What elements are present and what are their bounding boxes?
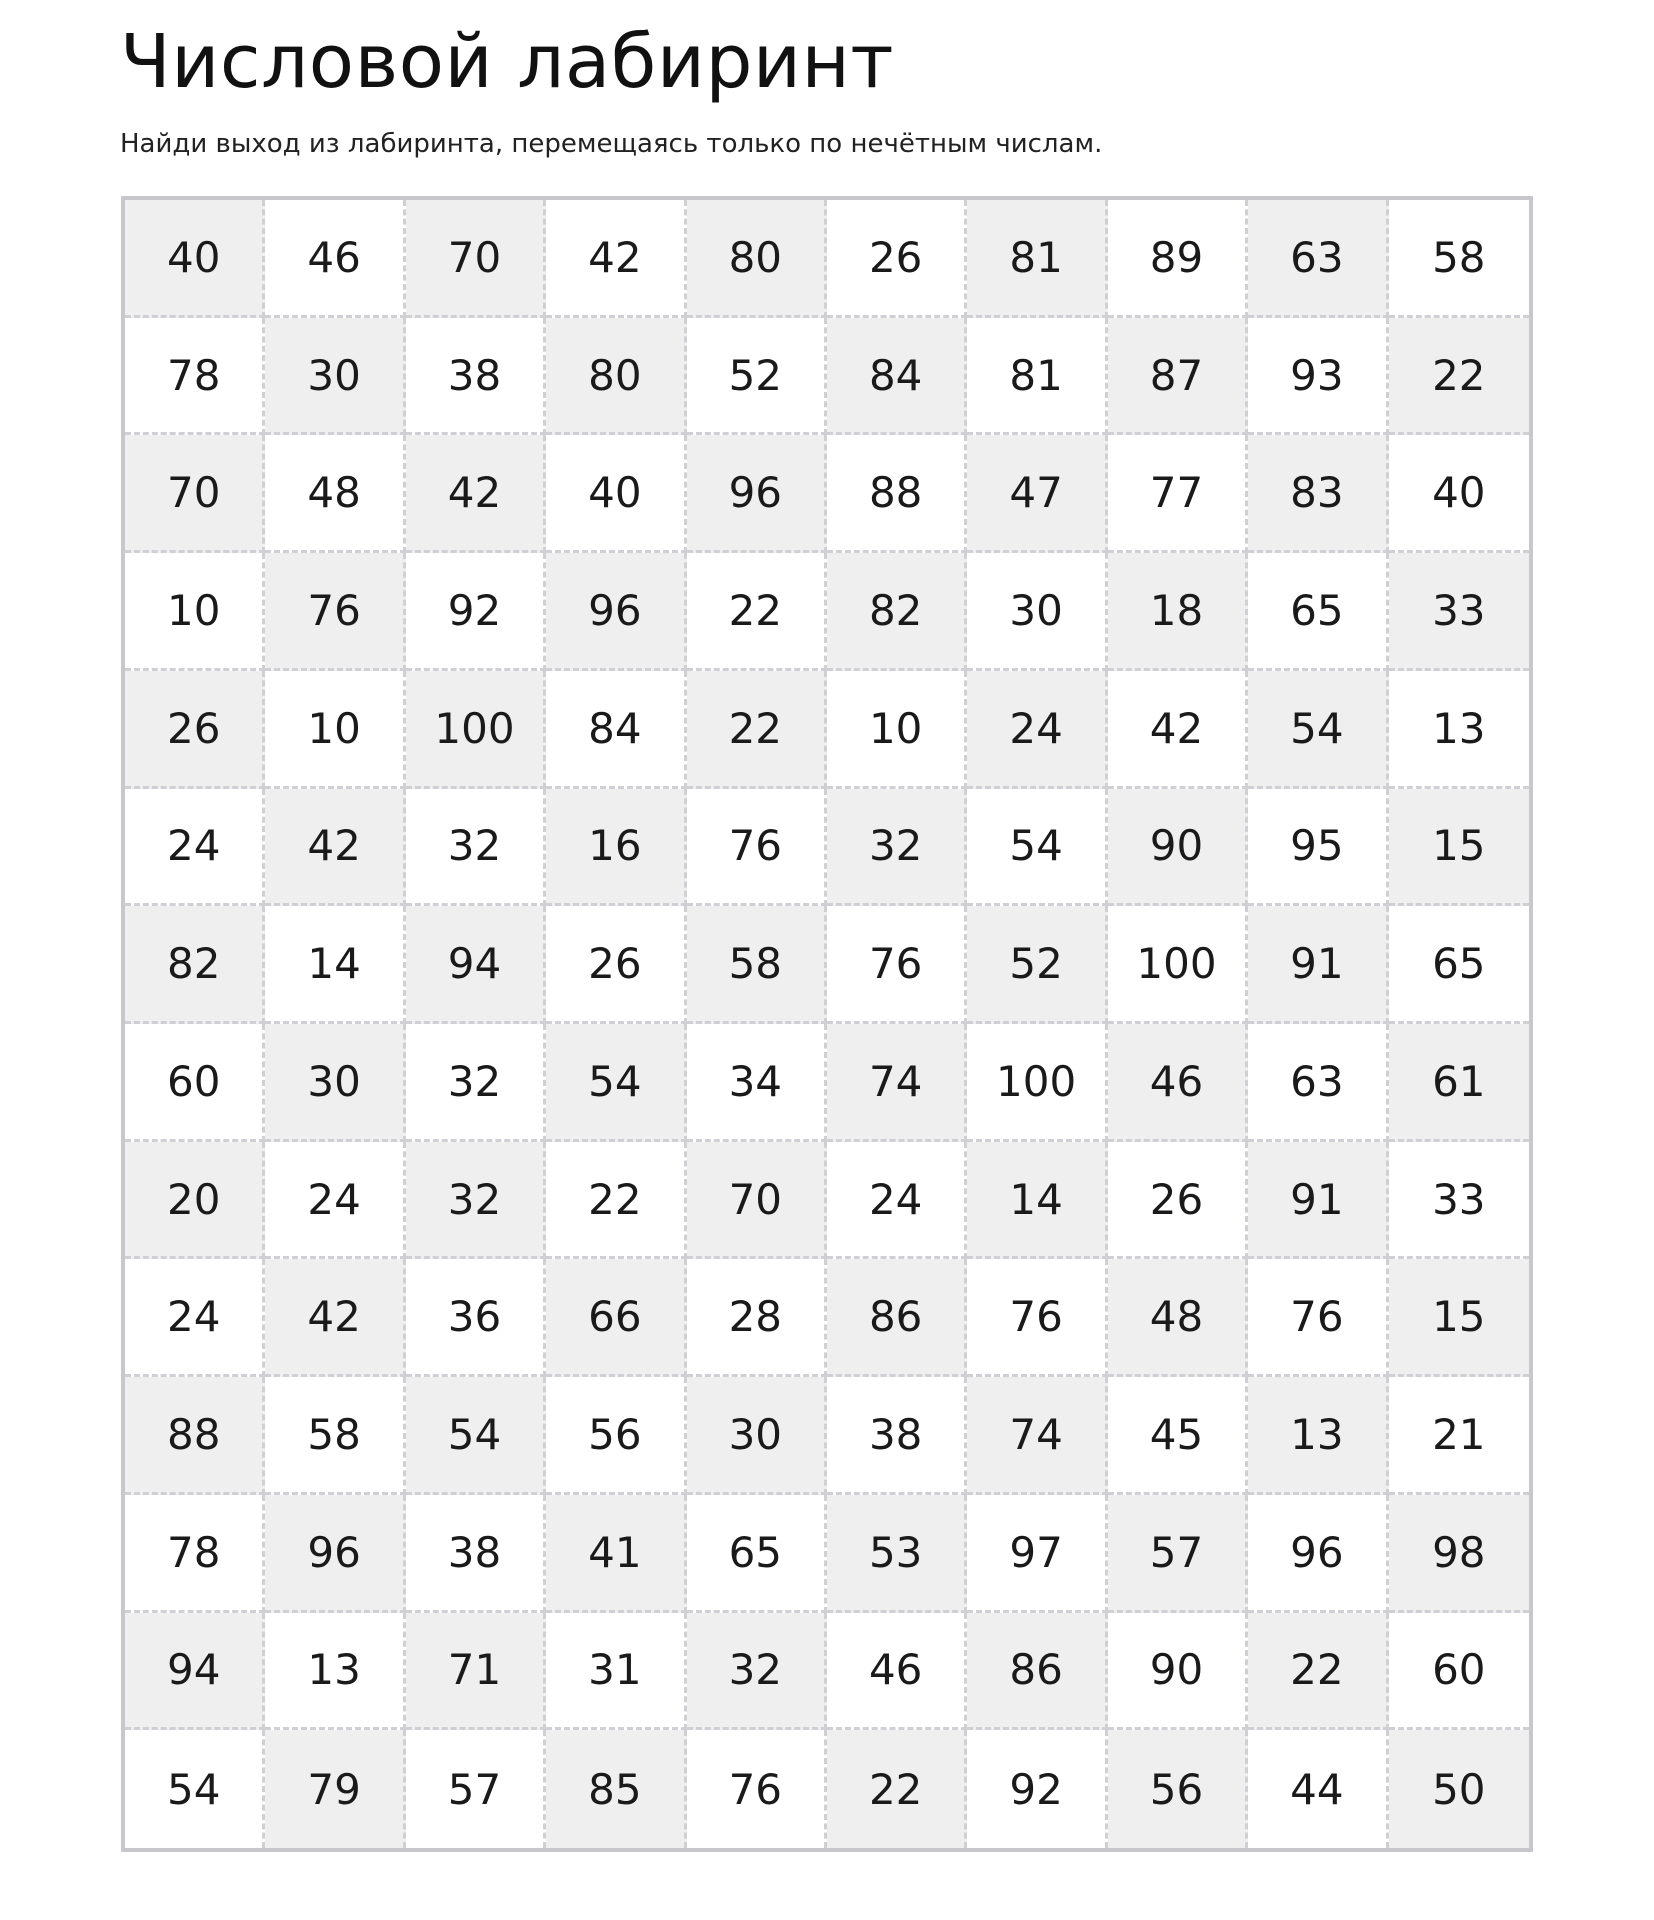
maze-cell[interactable]: 76 — [827, 906, 967, 1024]
maze-cell[interactable]: 58 — [265, 1377, 405, 1495]
maze-cell[interactable]: 98 — [1389, 1495, 1529, 1613]
maze-cell[interactable]: 85 — [546, 1730, 686, 1848]
maze-cell[interactable]: 70 — [687, 1142, 827, 1260]
maze-cell[interactable]: 84 — [827, 318, 967, 436]
maze-cell[interactable]: 70 — [406, 200, 546, 318]
maze-cell[interactable]: 78 — [125, 1495, 265, 1613]
maze-cell[interactable]: 56 — [546, 1377, 686, 1495]
maze-cell[interactable]: 65 — [687, 1495, 827, 1613]
maze-cell[interactable]: 76 — [967, 1259, 1107, 1377]
maze-cell[interactable]: 74 — [827, 1024, 967, 1142]
maze-cell[interactable]: 33 — [1389, 553, 1529, 671]
maze-cell[interactable]: 22 — [1389, 318, 1529, 436]
maze-cell[interactable]: 33 — [1389, 1142, 1529, 1260]
maze-cell[interactable]: 20 — [125, 1142, 265, 1260]
maze-cell[interactable]: 24 — [125, 789, 265, 907]
maze-cell[interactable]: 76 — [687, 1730, 827, 1848]
maze-cell[interactable]: 61 — [1389, 1024, 1529, 1142]
maze-cell[interactable]: 24 — [967, 671, 1107, 789]
maze-cell[interactable]: 42 — [265, 1259, 405, 1377]
maze-cell[interactable]: 54 — [1248, 671, 1388, 789]
instruction-text: Найди выход из лабиринта, перемещаясь только по нечётным числам. — [120, 129, 1103, 159]
maze-cell[interactable]: 82 — [827, 553, 967, 671]
maze-cell[interactable]: 65 — [1389, 906, 1529, 1024]
maze-cell[interactable]: 86 — [967, 1613, 1107, 1731]
maze-cell[interactable]: 46 — [1108, 1024, 1248, 1142]
maze-cell[interactable]: 26 — [125, 671, 265, 789]
maze-cell[interactable]: 45 — [1108, 1377, 1248, 1495]
maze-cell[interactable]: 78 — [125, 318, 265, 436]
maze-cell[interactable]: 32 — [687, 1613, 827, 1731]
maze-cell[interactable]: 30 — [265, 318, 405, 436]
maze-cell[interactable]: 77 — [1108, 435, 1248, 553]
maze-cell[interactable]: 71 — [406, 1613, 546, 1731]
maze-cell[interactable]: 96 — [1248, 1495, 1388, 1613]
maze-cell[interactable]: 36 — [406, 1259, 546, 1377]
maze-cell[interactable]: 14 — [265, 906, 405, 1024]
maze-cell[interactable]: 42 — [265, 789, 405, 907]
maze-cell[interactable]: 92 — [406, 553, 546, 671]
maze-cell[interactable]: 100 — [406, 671, 546, 789]
maze-cell[interactable]: 52 — [967, 906, 1107, 1024]
maze-cell[interactable]: 40 — [1389, 435, 1529, 553]
maze-cell[interactable]: 94 — [125, 1613, 265, 1731]
maze-cell[interactable]: 56 — [1108, 1730, 1248, 1848]
maze-cell[interactable]: 91 — [1248, 1142, 1388, 1260]
maze-cell[interactable]: 50 — [1389, 1730, 1529, 1848]
maze-cell[interactable]: 46 — [827, 1613, 967, 1731]
maze-cell[interactable]: 26 — [827, 200, 967, 318]
page-title: Числовой лабиринт — [120, 19, 895, 105]
number-maze-grid — [121, 196, 1533, 1852]
maze-cell[interactable]: 32 — [406, 1142, 546, 1260]
maze-cell[interactable]: 79 — [265, 1730, 405, 1848]
maze-cell[interactable]: 95 — [1248, 789, 1388, 907]
maze-cell[interactable]: 30 — [967, 553, 1107, 671]
maze-cell[interactable]: 30 — [265, 1024, 405, 1142]
maze-cell[interactable]: 30 — [687, 1377, 827, 1495]
maze-cell[interactable]: 60 — [125, 1024, 265, 1142]
maze-cell[interactable]: 26 — [1108, 1142, 1248, 1260]
maze-cell[interactable]: 54 — [546, 1024, 686, 1142]
maze-cell[interactable]: 16 — [546, 789, 686, 907]
maze-cell[interactable]: 46 — [265, 200, 405, 318]
maze-cell[interactable]: 76 — [1248, 1259, 1388, 1377]
maze-cell[interactable]: 57 — [1108, 1495, 1248, 1613]
maze-cell[interactable]: 28 — [687, 1259, 827, 1377]
maze-cell[interactable]: 24 — [265, 1142, 405, 1260]
maze-cell[interactable]: 74 — [967, 1377, 1107, 1495]
maze-cell[interactable]: 31 — [546, 1613, 686, 1731]
maze-cell[interactable]: 83 — [1248, 435, 1388, 553]
maze-cell[interactable]: 41 — [546, 1495, 686, 1613]
maze-cell[interactable]: 90 — [1108, 789, 1248, 907]
maze-cell[interactable]: 42 — [1108, 671, 1248, 789]
maze-cell[interactable]: 63 — [1248, 200, 1388, 318]
maze-cell[interactable]: 82 — [125, 906, 265, 1024]
maze-cell[interactable]: 10 — [125, 553, 265, 671]
maze-cell[interactable]: 42 — [546, 200, 686, 318]
maze-cell[interactable]: 40 — [546, 435, 686, 553]
maze-cell[interactable]: 100 — [967, 1024, 1107, 1142]
maze-cell[interactable]: 94 — [406, 906, 546, 1024]
maze-cell[interactable]: 100 — [1108, 906, 1248, 1024]
maze-cell[interactable]: 32 — [406, 1024, 546, 1142]
maze-cell[interactable]: 54 — [967, 789, 1107, 907]
maze-cell[interactable]: 32 — [406, 789, 546, 907]
maze-cell[interactable]: 26 — [546, 906, 686, 1024]
maze-cell[interactable]: 90 — [1108, 1613, 1248, 1731]
maze-cell[interactable]: 38 — [406, 318, 546, 436]
maze-cell[interactable]: 38 — [406, 1495, 546, 1613]
maze-cell[interactable]: 34 — [687, 1024, 827, 1142]
maze-cell[interactable]: 40 — [125, 200, 265, 318]
maze-cell[interactable]: 86 — [827, 1259, 967, 1377]
maze-cell[interactable]: 57 — [406, 1730, 546, 1848]
maze-cell[interactable]: 97 — [967, 1495, 1107, 1613]
maze-cell[interactable]: 47 — [967, 435, 1107, 553]
maze-cell[interactable]: 22 — [687, 553, 827, 671]
maze-cell[interactable]: 65 — [1248, 553, 1388, 671]
maze-cell[interactable]: 63 — [1248, 1024, 1388, 1142]
maze-cell[interactable]: 42 — [406, 435, 546, 553]
maze-cell[interactable]: 13 — [1389, 671, 1529, 789]
maze-cell[interactable]: 80 — [546, 318, 686, 436]
maze-cell[interactable]: 18 — [1108, 553, 1248, 671]
maze-cell[interactable]: 24 — [827, 1142, 967, 1260]
maze-cell[interactable]: 76 — [687, 789, 827, 907]
maze-cell[interactable]: 70 — [125, 435, 265, 553]
maze-cell[interactable]: 80 — [687, 200, 827, 318]
maze-cell[interactable]: 10 — [827, 671, 967, 789]
maze-cell[interactable]: 84 — [546, 671, 686, 789]
maze-cell[interactable]: 89 — [1108, 200, 1248, 318]
maze-cell[interactable]: 32 — [827, 789, 967, 907]
maze-cell[interactable]: 13 — [265, 1613, 405, 1731]
maze-cell[interactable]: 88 — [125, 1377, 265, 1495]
maze-cell[interactable]: 53 — [827, 1495, 967, 1613]
maze-cell[interactable]: 87 — [1108, 318, 1248, 436]
maze-cell[interactable]: 48 — [1108, 1259, 1248, 1377]
maze-cell[interactable]: 13 — [1248, 1377, 1388, 1495]
maze-cell[interactable]: 54 — [125, 1730, 265, 1848]
maze-cell[interactable]: 10 — [265, 671, 405, 789]
maze-cell[interactable]: 88 — [827, 435, 967, 553]
maze-cell[interactable]: 93 — [1248, 318, 1388, 436]
maze-cell[interactable]: 96 — [546, 553, 686, 671]
maze-cell[interactable]: 15 — [1389, 789, 1529, 907]
maze-cell[interactable]: 21 — [1389, 1377, 1529, 1495]
maze-cell[interactable]: 81 — [967, 318, 1107, 436]
maze-cell[interactable]: 48 — [265, 435, 405, 553]
maze-cell[interactable]: 54 — [406, 1377, 546, 1495]
maze-cell[interactable]: 44 — [1248, 1730, 1388, 1848]
maze-cell[interactable]: 22 — [546, 1142, 686, 1260]
maze-cell[interactable]: 14 — [967, 1142, 1107, 1260]
maze-cell[interactable]: 81 — [967, 200, 1107, 318]
maze-cell[interactable]: 24 — [125, 1259, 265, 1377]
maze-cell[interactable]: 96 — [265, 1495, 405, 1613]
maze-cell[interactable]: 38 — [827, 1377, 967, 1495]
maze-cell[interactable]: 22 — [687, 671, 827, 789]
maze-cell[interactable]: 58 — [1389, 200, 1529, 318]
maze-cell[interactable]: 22 — [1248, 1613, 1388, 1731]
maze-cell[interactable]: 58 — [687, 906, 827, 1024]
maze-cell[interactable]: 66 — [546, 1259, 686, 1377]
maze-cell[interactable]: 22 — [827, 1730, 967, 1848]
maze-cell[interactable]: 76 — [265, 553, 405, 671]
maze-cell[interactable]: 52 — [687, 318, 827, 436]
maze-cell[interactable]: 91 — [1248, 906, 1388, 1024]
maze-cell[interactable]: 96 — [687, 435, 827, 553]
maze-cell[interactable]: 92 — [967, 1730, 1107, 1848]
maze-cell[interactable]: 15 — [1389, 1259, 1529, 1377]
maze-cell[interactable]: 60 — [1389, 1613, 1529, 1731]
